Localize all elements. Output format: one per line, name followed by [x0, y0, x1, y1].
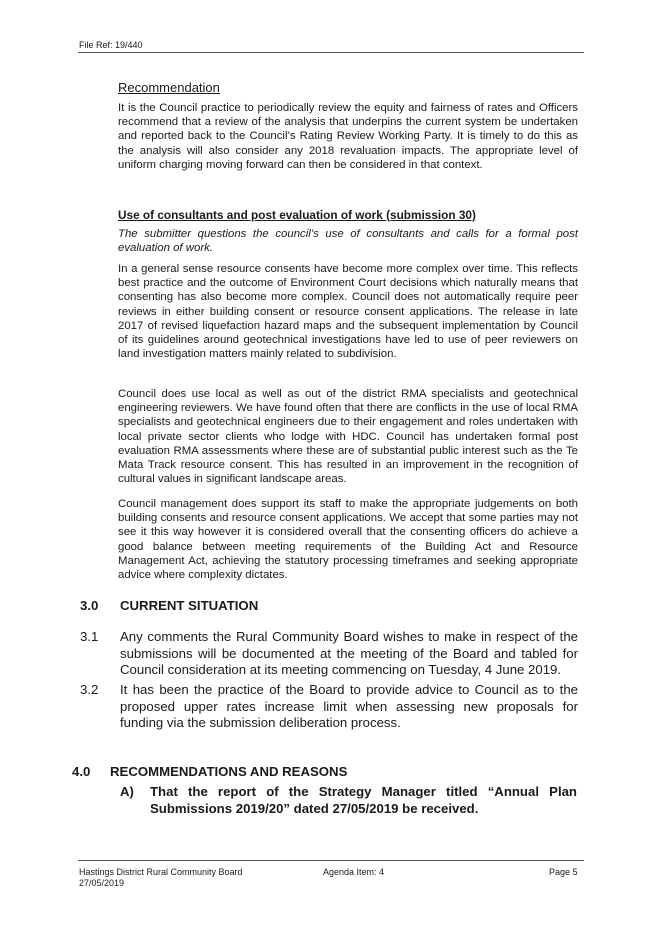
footer-agenda-item: Agenda Item: 4: [323, 867, 385, 877]
header-rule: [78, 52, 584, 53]
submitter-summary: The submitter questions the council’s use of consultants and calls for a formal post evaluation of work.: [118, 228, 578, 255]
consultants-paragraph-2: Council does use local as well as out of the district RMA specialists and geotechnical engineering reviewers. We have found often that there are conflicts in the use of local RMA specialists and geotechnical engineers due to their engagement and roles undertaken with local private sector clients who lodge with HDC. Council has undertaken formal post evaluation RMA assessments where these are of substantial public interest such as the Te Mata Track resource consent. This has resulted in an improvement in the recognition of cultural values in significant landscape areas.: [118, 388, 578, 486]
consultants-heading: Use of consultants and post evaluation of work (submission 30): [118, 208, 476, 222]
recommendation-heading: Recommendation: [118, 80, 220, 95]
item-3-2-text: It has been the practice of the Board to provide advice to Council as to the proposed upper rates increase limit when assessing new proposals for funding via the submission deliberation process.: [120, 682, 578, 730]
consultants-paragraph-1: In a general sense resource consents have become more complex over time. This reflects best practice and the outcome of Environment Court decisions which naturally means that consenting has also become more complex. Council does not automatically require peer reviews in either building consent or resource consent applications. The release in late 2017 of revised liquefaction hazard maps and the subsequent implementation by Council of its guidelines around geotechnical investigations have led to use of peer reviewers on land investigation matters mainly related to subdivision.: [118, 263, 578, 361]
file-reference: File Ref: 19/440: [79, 40, 143, 50]
recommendation-body: It is the Council practice to periodically review the equity and fairness of rates and Officers recommend that a review of the analysis that underpins the current system be undertaken and reported back to the Council’s Rating Review Working Party. It is timely to do this as the analysis will also consider any 2018 revaluation impacts. The appropriate level of uniform charging moving forward can then be considered in that context.: [118, 102, 578, 171]
item-3-1-number: 3.1: [80, 629, 99, 644]
footer-board-name: Hastings District Rural Community Board: [79, 867, 243, 877]
item-3-1-text: Any comments the Rural Community Board wishes to make in respect of the submissions will be documented at the meeting of the Board and tabled for Council consideration at its meeting commencing on Tuesday, 4 June 2019.: [120, 629, 578, 677]
recommendation-a-text: That the report of the Strategy Manager titled “Annual Plan Submissions 2019/20” dated 27/05/2019 be received.: [150, 784, 577, 816]
recommendation-a-letter: A): [120, 784, 134, 799]
footer-date: 27/05/2019: [79, 878, 125, 888]
section-3-number: 3.0: [80, 598, 99, 613]
footer-page-number: Page 5: [549, 867, 578, 877]
consultants-paragraph-3: Council management does support its staff to make the appropriate judgements on both building consents and resource consent applications. We accept that some parties may not see it this way however it is considered overall that the consenting officers do achieve a good balance between meeting requirements of the Building Act and Resource Management Act, achieving the statutory processing timeframes and seeking appropriate advice where complexity dictates.: [118, 498, 578, 582]
section-4-number: 4.0: [72, 764, 91, 779]
item-3-2-number: 3.2: [80, 682, 99, 697]
footer-rule: [78, 860, 584, 861]
section-3-title: CURRENT SITUATION: [120, 598, 259, 613]
section-4-title: RECOMMENDATIONS AND REASONS: [110, 764, 348, 779]
